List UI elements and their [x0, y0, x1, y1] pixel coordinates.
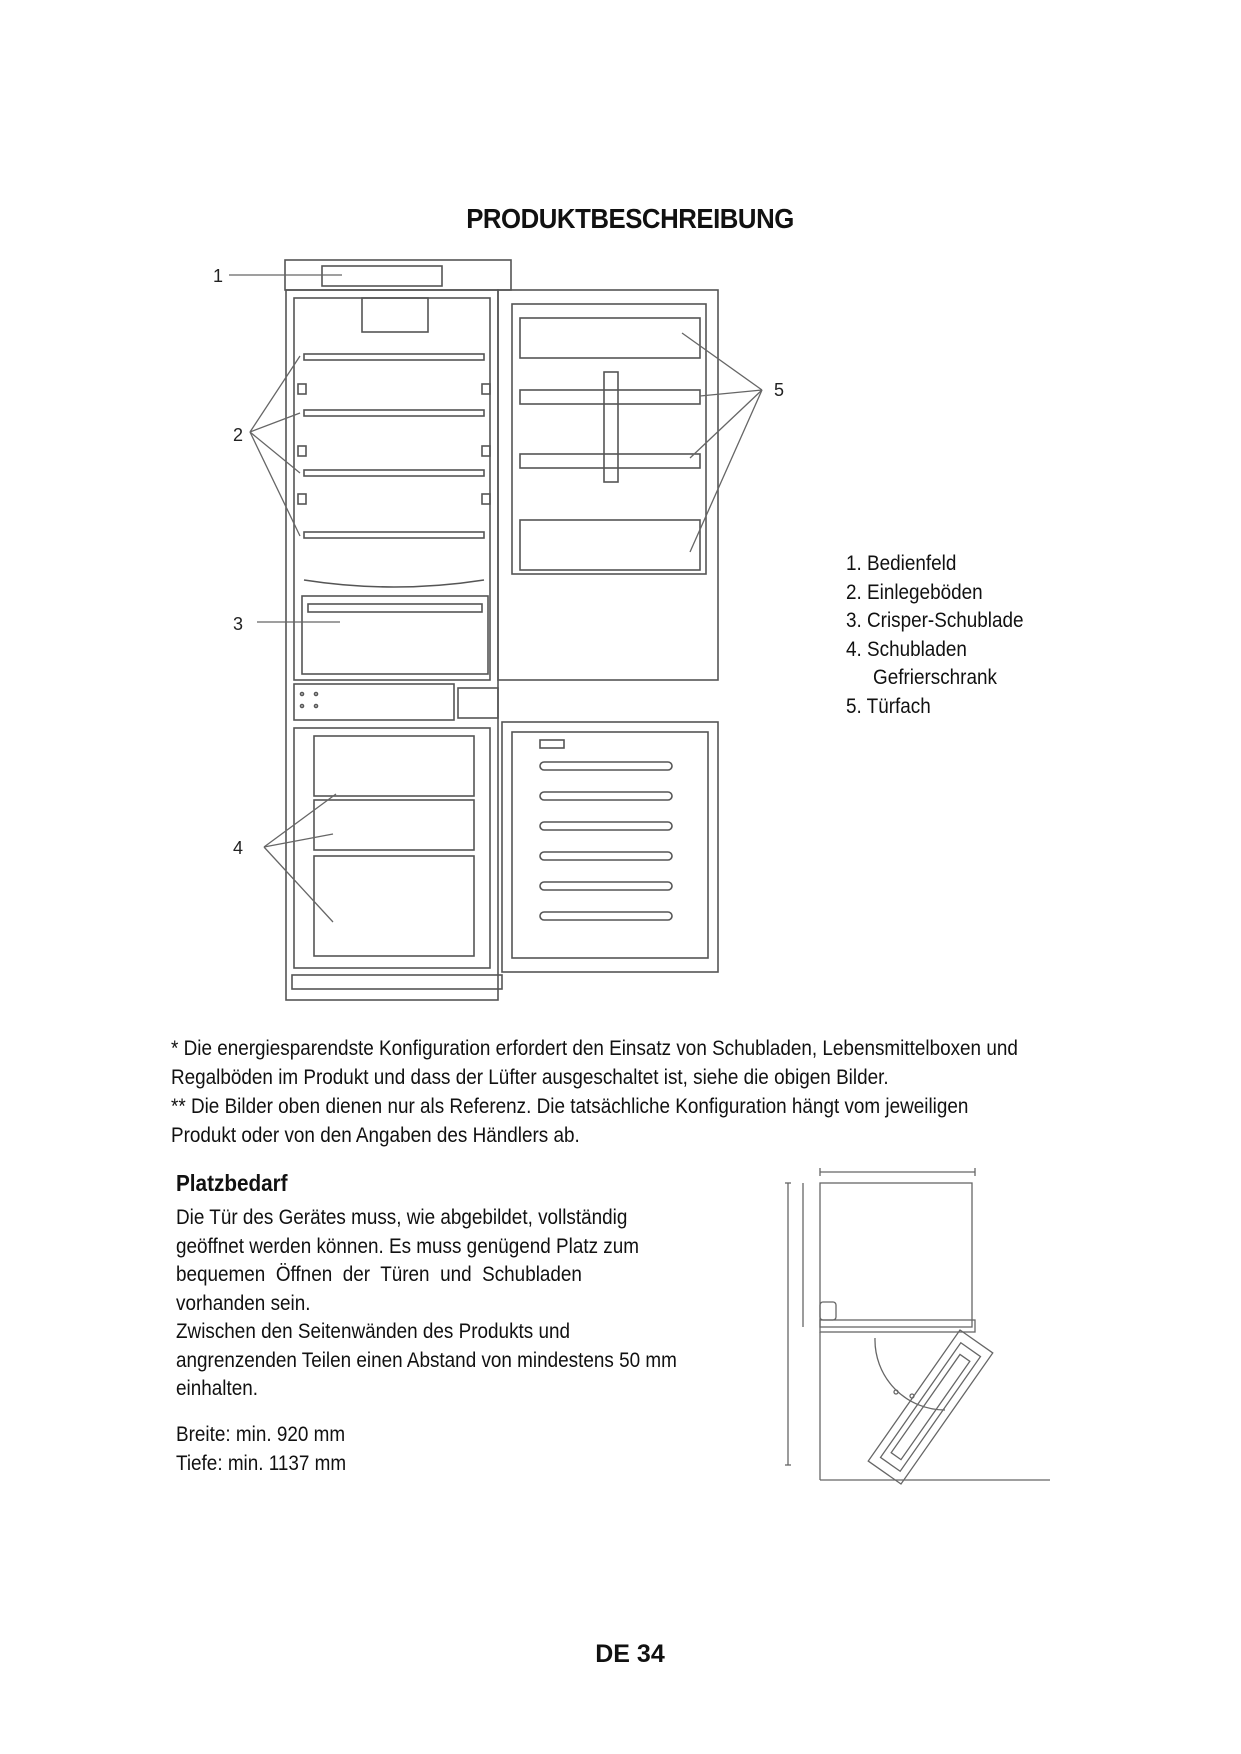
callout-4: 4: [233, 838, 244, 858]
callout-2: 2: [233, 425, 244, 445]
callout-3: 3: [233, 614, 244, 634]
body-line: geöffnet werden können. Es muss genügend Platz zum: [176, 1234, 640, 1258]
open-door: [868, 1330, 993, 1484]
callout-5: 5: [774, 380, 785, 400]
body-line: Die Tür des Gerätes muss, wie abgebildet, vollständig: [176, 1206, 628, 1229]
section-heading: Platzbedarf: [176, 1170, 288, 1196]
legend-item: 4. Schubladen: [846, 637, 967, 661]
body-line: Zwischen den Seitenwänden des Produkts und: [176, 1320, 571, 1343]
note-line: Produkt oder von den Angaben des Händlers ab.: [171, 1124, 580, 1147]
legend-item: 2. Einlegeböden: [846, 580, 983, 604]
legend-item: Gefrierschrank: [873, 666, 997, 689]
callout-1: 1: [213, 266, 224, 286]
legend-item: 1. Bedienfeld: [846, 552, 957, 575]
body-line: angrenzenden Teilen einen Abstand von mindestens 50 mm: [176, 1348, 677, 1372]
page-number: DE 34: [595, 1640, 665, 1668]
note-line: * Die energiesparendste Konfiguration erfordert den Einsatz von Schubladen, Lebensmittelboxen und: [171, 1037, 1018, 1060]
legend-item: 5. Türfach: [846, 694, 931, 718]
body-line: vorhanden sein.: [176, 1291, 311, 1315]
cabinet-top-view: [820, 1183, 972, 1327]
page-title: PRODUKTBESCHREIBUNG: [466, 203, 794, 234]
dimension-line: Breite: min. 920 mm: [176, 1423, 346, 1446]
note-line: Regalböden im Produkt und dass der Lüfter ausgeschaltet ist, siehe die obigen Bilder.: [171, 1066, 889, 1089]
dimension-line: Tiefe: min. 1137 mm: [176, 1451, 347, 1475]
body-line: einhalten.: [176, 1377, 258, 1400]
note-line: ** Die Bilder oben dienen nur als Referenz. Die tatsächliche Konfiguration hängt vom jeweiligen: [171, 1095, 969, 1118]
legend-item: 3. Crisper-Schublade: [846, 609, 1024, 632]
body-line: bequemen Öffnen der Türen und Schubladen: [176, 1263, 582, 1286]
